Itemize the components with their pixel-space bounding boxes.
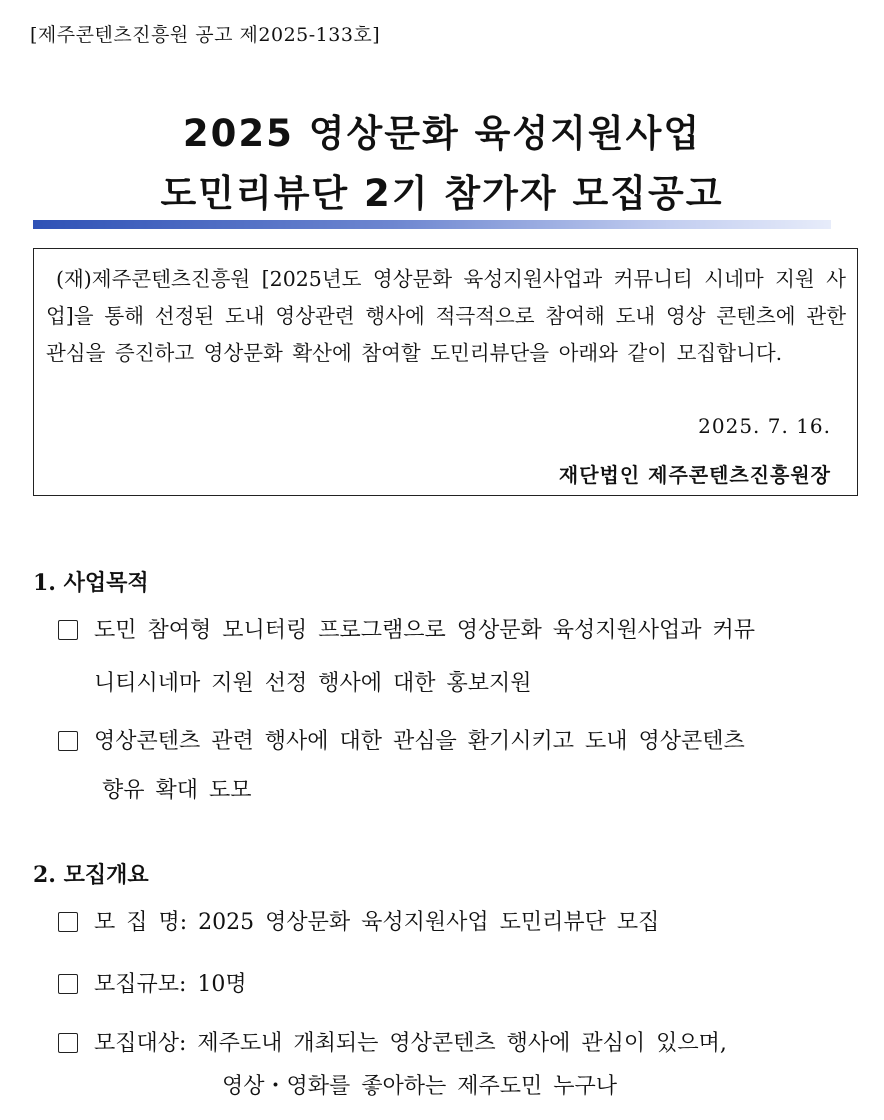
- list-item-text: 모집대상: 제주도내 개최되는 영상콘텐츠 행사에 관심이 있으며,: [94, 1031, 727, 1056]
- checkbox-icon: [58, 974, 78, 994]
- checkbox-icon: [58, 1033, 78, 1053]
- intro-text: (재)제주콘텐츠진흥원 [2025년도 영상문화 육성지원사업과 커뮤니티 시네마 지원 사업]을 통해 선정된 도내 영상관련 행사에 적극적으로 참여해 도내 영상 콘텐츠에 관한 관심을 증진하고 영상문화 확산에 참여할 도민리뷰단을 아래와 같이 모집합니다.: [46, 267, 846, 365]
- list-item-continuation: 향유 확대 도모: [102, 778, 252, 803]
- notice-date: 2025. 7. 16.: [698, 414, 831, 438]
- list-item-continuation: 영상・영화를 좋아하는 제주도민 누구나: [222, 1074, 618, 1099]
- notice-number: [제주콘텐츠진흥원 공고 제2025-133호]: [30, 24, 381, 46]
- section-heading-overview: 2. 모집개요: [33, 862, 149, 888]
- title-line-2: 도민리뷰단 2기 참가자 모집공고: [160, 172, 724, 215]
- list-item-text: 모 집 명: 2025 영상문화 육성지원사업 도민리뷰단 모집: [94, 910, 660, 935]
- intro-box: [33, 248, 858, 496]
- list-item-text: 도민 참여형 모니터링 프로그램으로 영상문화 육성지원사업과 커뮤: [94, 618, 756, 643]
- issuer-name: 재단법인 제주콘텐츠진흥원장: [558, 463, 831, 487]
- checkbox-icon: [58, 620, 78, 640]
- list-item-text: 모집규모: 10명: [94, 972, 247, 997]
- list-item-continuation: 니티시네마 지원 선정 행사에 대한 홍보지원: [94, 671, 532, 696]
- list-item-text: 영상콘텐츠 관련 행사에 대한 관심을 환기시키고 도내 영상콘텐츠: [94, 729, 745, 754]
- checkbox-icon: [58, 912, 78, 932]
- title-underline-bar: [33, 220, 831, 229]
- title-line-1: 2025 영상문화 육성지원사업: [182, 112, 702, 155]
- checkbox-icon: [58, 731, 78, 751]
- section-heading-purpose: 1. 사업목적: [33, 570, 149, 596]
